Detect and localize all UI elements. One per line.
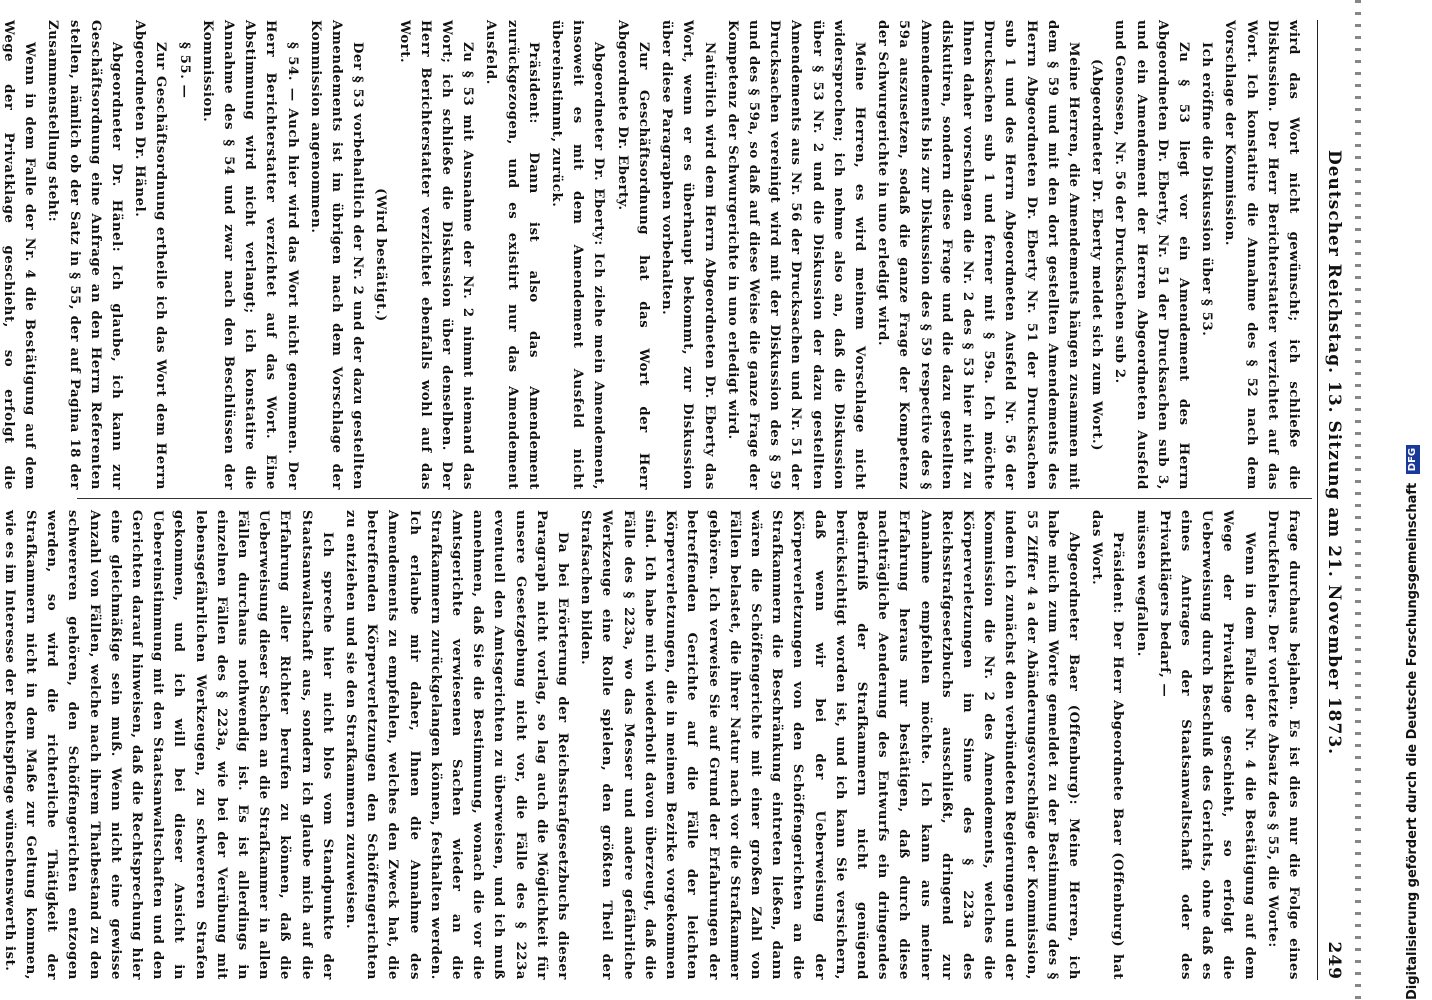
column-divider [77, 498, 1312, 499]
paragraph: Präsident: Der Herr Abgeordnete Baer (Offenburg) hat das Wort. [1089, 510, 1126, 980]
page-number: 249 [1324, 941, 1344, 980]
paragraph: Natürlich wird dem Herrn Abgeordneten Dr. Eberty das Wort, wenn er es überhaupt bekommt, zur Diskussion über diese Paragraphen vorbehalten. [659, 20, 717, 490]
paragraph: wird das Wort nicht gewünscht; ich schließe die Diskussion. Der Herr Berichterstatter verzichtet auf das Wort. Ich konstatire die Annahme des § 52 nach dem Vorschlage der Kommission. [1222, 20, 1301, 490]
digitization-credit [1398, 0, 1428, 1000]
paragraph: Meine Herren, es wird meinem Vorschlage nicht widersprochen; ich nehme also an, daß die Diskussion über § 53 Nr. 2 und die Diskussion der dazu gestellten Amendements aus Nr. 56 der Drucksachen und Nr. 51 der Drucksachen vereinigt wird mit der Diskussion des § 59 und des § 59a, so daß auf diese Weise die ganze Frage der Kompetenz der Schwurgerichte in uno erledigt wird. [724, 20, 867, 490]
paragraph: (Abgeordneter Dr. Eberty meldet sich zum Wort.) [1089, 58, 1105, 452]
paragraph: (Wird bestätigt.) [373, 188, 389, 322]
running-header [1317, 20, 1348, 980]
credit-label: Digitalisierung gefördert durch die Deutsche Forschungsgemeinschaft [1405, 482, 1420, 1000]
rotated-sheet [1, 0, 1356, 1000]
paragraph: Ich spreche hier nicht blos vom Standpunkte der Staatsanwaltschaft aus, sondern ich glaube mich auf die Erfahrung aller Richter berufen zu können, daß die Ueberweisung dieser Sachen an die Strafkammer in allen Fällen durchaus nothwendig ist. Es ist allerdings in einzelnen Fällen des § 223a, wie bei der Verübung mit lebensgefährlichen Werkzeugen, zu schwereren Strafen gekommen, und ich will bei dieser Ansicht in Uebereinstimmung mit den Staatsanwaltschaften und den Gerichten darauf hinweisen, daß die Rechtsprechung hier eine gleichmäßige sein muß. Wenn nicht eine gewisse Anzahl von Fällen, welche nach ihrem Thatbestand zu den schwereren gehören, den Schöffengerichten entzogen werden, so wird die richterliche Thätigkeit der Strafkammern nicht in dem Maße zur Geltung kommen, wie es im Interesse der Rechtspflege wünschenswerth ist. [1, 510, 335, 980]
paragraph: Abgeordneter Dr. Hänel: Ich glaube, ich kann zur Geschäftsordnung eine Anfrage an den Herrn Referenten stellen, nämlich ob der Satz in § 55, der auf Pagina 18 der Zusammenstellung steht: [45, 20, 125, 490]
paragraph: Zu § 53 mit Ausnahme der Nr. 2 nimmt niemand das Wort; ich schließe die Diskussion über denselben. Der Herr Berichterstatter verzichtet ebenfalls wohl auf das Wort. [396, 20, 476, 490]
paragraph: Zur Geschäftsordnung ertheile ich das Wort dem Herrn Abgeordneten Dr. Hänel. [132, 20, 169, 490]
paragraph: Wenn in dem Falle der Nr. 4 die Bestätigung auf dem Wege der Privatklage geschieht, so erfolgt die Ueberweisung durch Beschluß des Gerichts, ohne daß es eines Antrages der Staatsanwaltschaft oder des Privatklägers bedarf, — [1156, 510, 1257, 980]
dfg-logo-icon: DFG [1406, 445, 1420, 474]
paragraph: Wenn in dem Falle der Nr. 4 die Bestätigung auf dem Wege der Privatklage geschieht, so erfolgt die [1, 20, 38, 490]
paragraph: § 54. — Auch hier wird das Wort nicht genommen. Der Herr Berichterstatter verzichtet auf das Wort. Eine Abstimmung wird nicht verlangt; ich konstatire die Annahme des § 54 und zwar nach den Beschlüssen der Kommission. [199, 20, 300, 490]
paragraph: Präsident: Dann ist also das Amendement zurückgezogen, und es existirt nur das Amendement Ausfeld. [483, 20, 541, 490]
scan-edge-marks [1355, 0, 1361, 1000]
credit-text [1398, 0, 1428, 1000]
paragraph: Ich eröffne die Diskussion über § 53. [1199, 42, 1215, 337]
header-title: Deutscher Reichstag. 13. Sitzung am 21. November 1873. [1324, 150, 1344, 756]
paragraph: Da bei Erörterung der Reichsstrafgesetzbuchs dieser Paragraph nicht vorlag, so lag auch die Möglichkeit für unsere Gesetzgebung nicht vor, die Fälle des § 223a eventuell den Amtsgerichten zu überweisen, und ich muß annehmen, daß Sie die Bestimmung, wonach die vor die Amtsgerichte verwiesenen Sachen wieder an die Strafkammern zurückgelangen können, festhalten werden. Ich erlaube mir daher, Ihnen die Annahme des Amendements zu empfehlen, welches den Zweck hat, die betreffenden Körperverletzungen den Schöffengerichten zu entziehen und sie den Strafkammern zuzuweisen. [343, 510, 571, 980]
paragraph: Meine Herren, die Amendements hängen zusammen mit dem § 59 und mit den dort gestellten Amendements des Herrn Abgeordneten Dr. Eberty Nr. 51 der Drucksachen sub 1 und des Herrn Abgeordneten Ausfeld Nr. 56 der Drucksachen sub 1 und ferner mit § 59a. Ich möchte Ihnen daher vorschlagen die Nr. 2 des § 53 hier nicht zu diskutiren, sondern diese Frage und die dazu gestellten Amendements bis zur Diskussion des § 59 respective des § 59a auszusetzen, sodaß die ganze Frage der Kompetenz der Schwurgerichte in uno erledigt wird. [875, 20, 1081, 490]
paragraph: Zu § 53 liegt vor ein Amendement des Herrn Abgeordneten Dr. Eberty, Nr. 51 der Drucksachen sub 3, und ein Amendement der Herren Abgeordneten Ausfeld und Genossen, Nr. 56 der Drucksachen sub 2. [1112, 20, 1191, 490]
paragraph: Abgeordneter Dr. Eberty: Ich ziehe mein Amendement, insoweit es mit dem Amendement Ausfeld nicht übereinstimmt, zurück. [549, 20, 607, 490]
paragraph: Der § 53 vorbehaltlich der Nr. 2 und der dazu gestellten Amendements ist im übrigen nach dem Vorschlage der Kommission angenommen. [307, 20, 366, 490]
paragraph: müssen wegfallen. [1133, 510, 1149, 657]
paragraph: frage durchaus bejahen. Es ist dies nur die Folge eines Druckfehlers. Der vorletzte Absatz des § 55, die Worte: [1264, 510, 1301, 980]
left-column [1, 20, 1304, 490]
right-column [1, 510, 1304, 980]
paragraph: Abgeordneter Baer (Offenburg): Meine Herren, ich habe mich zum Worte gemeldet zu der Bestimmung des § 55 Ziffer 4 a der Abänderungsvorschläge der Kommission, indem ich zunächst den verbündeten Regierungen und der Kommission die Nr. 2 des Amendements, welches die Körperverletzungen im Sinne des § 223a des Reichsstrafgesetzbuchs ausschließt, dringend zur Annahme empfehlen möchte. Ich kann aus meiner Erfahrung heraus nur bestätigen, daß durch diese nachträgliche Aenderung des Entwurfs ein dringendes Bedürfniß der Strafkammern nicht genügend berücksichtigt worden ist, und ich kann Sie versichern, daß wenn wir bei der Ueberweisung der Körperverletzungen von den Schöffengerichten an die Strafkammern die Beschränkung eintreten ließen, dann wären die Schöffengerichte mit einer großen Zahl von Fällen belastet, die ihrer Natur nach vor die Strafkammer gehören. Ich verweise Sie auf Grund der Erfahrungen der betreffenden Gerichte auf die Fälle der leichten Körperverletzungen, die in meinem Bezirke vorgekommen sind. Ich habe mich wiederholt davon überzeugt, daß die Fälle des § 223a, wo das Messer und andere gefährliche Werkzeuge eine Rolle spielen, den größten Theil der Strafsachen bilden. [578, 510, 1081, 980]
paragraph: § 55. — [176, 42, 192, 99]
paragraph: Zur Geschäftsordnung hat das Wort der Herr Abgeordnete Dr. Eberty. [614, 20, 651, 490]
